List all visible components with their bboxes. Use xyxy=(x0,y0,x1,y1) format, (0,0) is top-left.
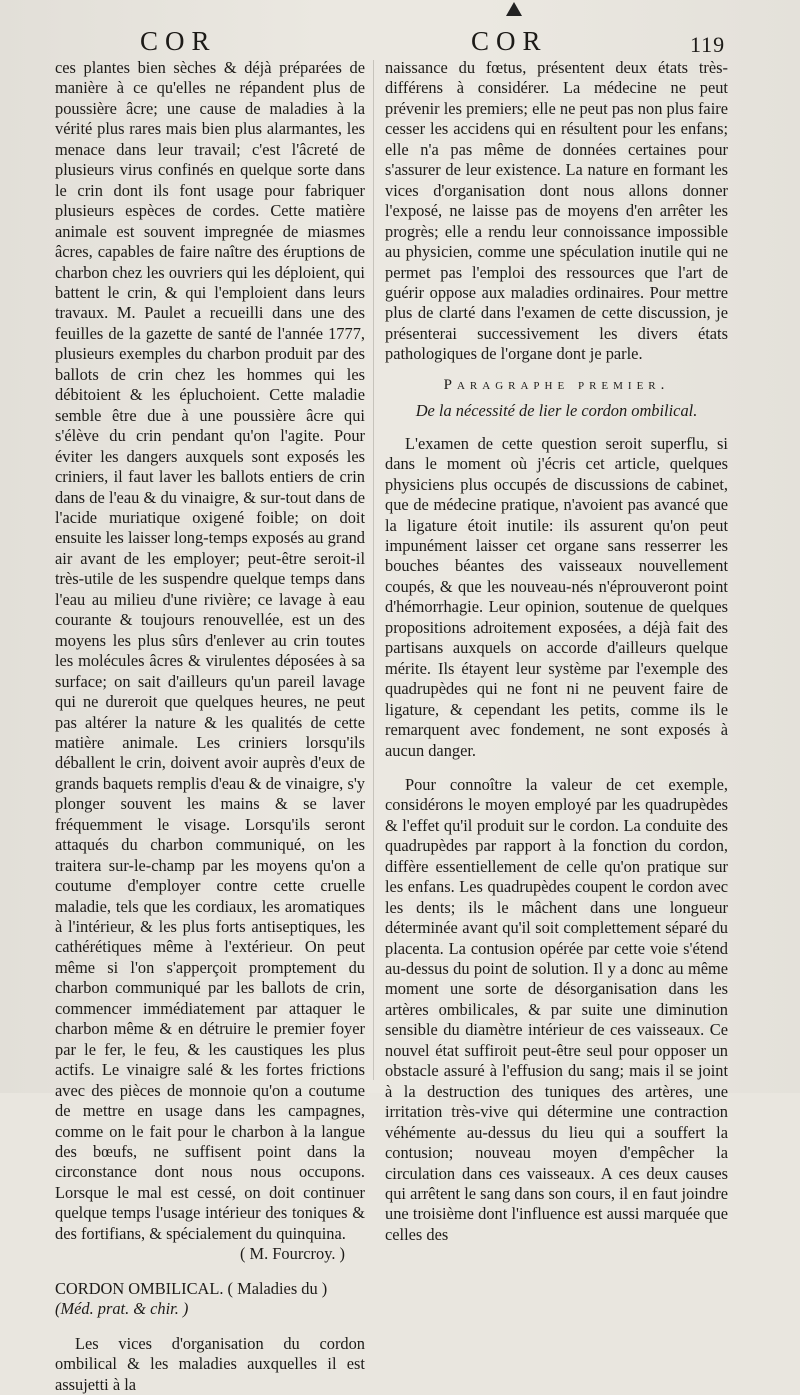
section-title: Paragraphe premier. xyxy=(443,376,670,393)
section-subtitle: De la nécessité de lier le cordon ombilical. xyxy=(415,401,698,421)
ornament-mark xyxy=(506,2,522,16)
left-paragraph-1: ces plantes bien sèches & déjà préparées de manière à ce qu'elles ne répandent plus de poussière âcre; une cause de maladies à la vérité plus rares mais bien plus alarmantes, les menace dans leur travail; c'est l'âcreté de plusieurs virus confinés en quelque sorte dans le crin dont ils font usage pour fabriquer plusieurs espèces de cordes. Cette matière animale est souvent impregnée de miasmes âcres, capables de faire naître des éruptions de charbon chez les ouvriers qui les déploient, qui battent le crin, & qui l'emploient dans leurs travaux. M. Paulet a recueilli dans une des feuilles de la gazette de santé de l'année 1777, plusieurs exemples du charbon produit par des ballots de crin chez les hommes qui les débitoient & les épluchoient. Cette maladie semble être due à une poussière âcre qui s'élève du crin pendant qu'on l'agite. Pour éviter les dangers auxquels sont exposés les criniers, il faut laver les ballots entiers de crin dans de l'eau & du vinaigre, & sur-tout dans de l'acide muriatique oxigené foible; on doit ensuite les laisser long-temps exposés au grand air avant de les employer; peut-être seroit-il très-utile de les suspendre quelque temps dans l'eau au milieu d'une rivière; ce lavage à eau courante & toujours renouvellée, est un des moyens les plus sûrs d'enlever au crin toutes les molécules âcres & virulentes déposées à sa surface; on sait d'ailleurs qu'un pareil lavage qui ne dureroit que quelques heures, ne peut pas altérer la nature & les qualités de cette matière animale. Les criniers lorsqu'ils déballent le crin, doivent avoir auprès d'eux de grands baquets remplis d'eau & de vinaigre, s'y plonger souvent les mains & se laver fréquemment le visage. Lorsqu'ils seront attaqués du charbon communiqué, on les traitera sur-le-champ par les moyens qu'on a coutume d'employer contre cette cruelle maladie, tels que les cordiaux, les aromatiques à l'intérieur, & les plus forts antiseptiques, les cathérétiques même à l'extérieur. On peut même si l'on s'apperçoit promptement du charbon communiqué par les ballots de crin, commencer immédiatement par attaquer le charbon même & en détruire le premier foyer par le fer, le feu, & les caustiques les plus actifs. Le vinaigre salé & les fortes frictions avec des pièces de monnoie qu'on a coutume de mettre en usage dans les campagnes, comme on le fait pour le charbon à la langue des bœufs, ne suffisent point dans la circonstance dont nous nous occupons. Lorsque le mal est cessé, on doit continuer quelque temps l'usage intérieur des toniques & des fortifians, & spécialement du quinquina. xyxy=(55,58,365,1243)
running-head-left: COR xyxy=(140,26,217,56)
page-number: 119 xyxy=(690,32,726,57)
right-paragraph-1: naissance du fœtus, présentent deux états très-différens à considérer. La médecine ne peut prévenir les premiers; elle ne peut pas non plus faire cesser les accidens qui en résultent pour les enfans; elle n'a pas même de données certaines pour s'assurer de leur existence. La nature en formant les vices d'organisation dont nous allons donner l'exposé, ne laisse pas de moyens d'en arrêter les progrès; elle a rendu leur connoissance impossible au physicien, comme une spéculation inutile qui ne permet pas l'emploi des ressources que l'art de guérir oppose aux maladies ordinaires. Pour mettre plus de clarté dans l'examen de cette discussion, je présenterai successivement les divers états pathologiques de l'organe dont je parle. xyxy=(385,58,728,364)
left-paragraph-2: Les vices d'organisation du cordon ombilical & les maladies auxquelles il est assujetti à la xyxy=(55,1333,365,1394)
article-subheading: (Méd. prat. & chir. ) xyxy=(55,1299,189,1319)
column-divider xyxy=(373,60,374,1080)
right-column xyxy=(385,58,728,1245)
right-paragraph-3: Pour connoître la valeur de cet exemple, considérons le moyen employé par les quadrupèdes & l'effet qu'il produit sur le cordon. La conduite des quadrupèdes par rapport à la fonction du cordon, diffère essentiellement de celle qu'on pratique sur les enfans. Les quadrupèdes coupent le cordon avec les dents; ils le mâchent dans une longueur déterminée avant qu'il soit complettement séparé du placenta. La contusion opérée par cette voie s'étend au-dessus du point de solution. Il y a donc au même moment une sorte de désorganisation dans les artères ombilicales, & par suite une diminution sensible du diamètre intérieur de ces vaisseaux. Ce nouvel état suffiroit peut-être seul pour opposer un obstacle assuré à l'effusion du sang; mais il se joint à la destruction des tuniques des artères, une irritation très-vive qui détermine une contraction véhémente au-dessus du lieu qui a souffert la contusion; nouveau moyen d'empêcher la circulation dans ces vaisseaux. A ces deux causes qui arrêtent le sang dans son cours, il en faut joindre une troisième dont l'influence est aussi marquée que celles des xyxy=(385,774,728,1244)
article-heading: CORDON OMBILICAL. ( Maladies du ) xyxy=(55,1278,328,1298)
right-paragraph-2: L'examen de cette question seroit superflu, si dans le moment où j'écris cet article, quelques physiciens plus occupés de discussions de cabinet, que de médecine pratique, n'avoient pas avancé que la ligature étoit inutile: ils assurent qu'on peut impunément laisser cet organe sans resserrer les bouches béantes des vaisseaux nouvellement coupés, & que les nouveau-nés n'éprouveront point d'hémorrhagie. Leur opinion, soutenue de quelques propositions adroitement exposées, a déjà fait des partisans auxquels on accorde d'ailleurs quelque mérite. Ils étayent leur système par l'exemple des quadrupèdes qui ne font ni ne peuvent faire de ligature, & cependant les petits, comme ils le remarquent avec fondement, ne sont exposés à aucun danger. xyxy=(385,433,728,760)
running-head-right: COR xyxy=(471,26,548,56)
left-column xyxy=(55,58,365,1395)
author-signature: ( M. Fourcroy. ) xyxy=(239,1244,345,1264)
page-header xyxy=(0,22,800,56)
